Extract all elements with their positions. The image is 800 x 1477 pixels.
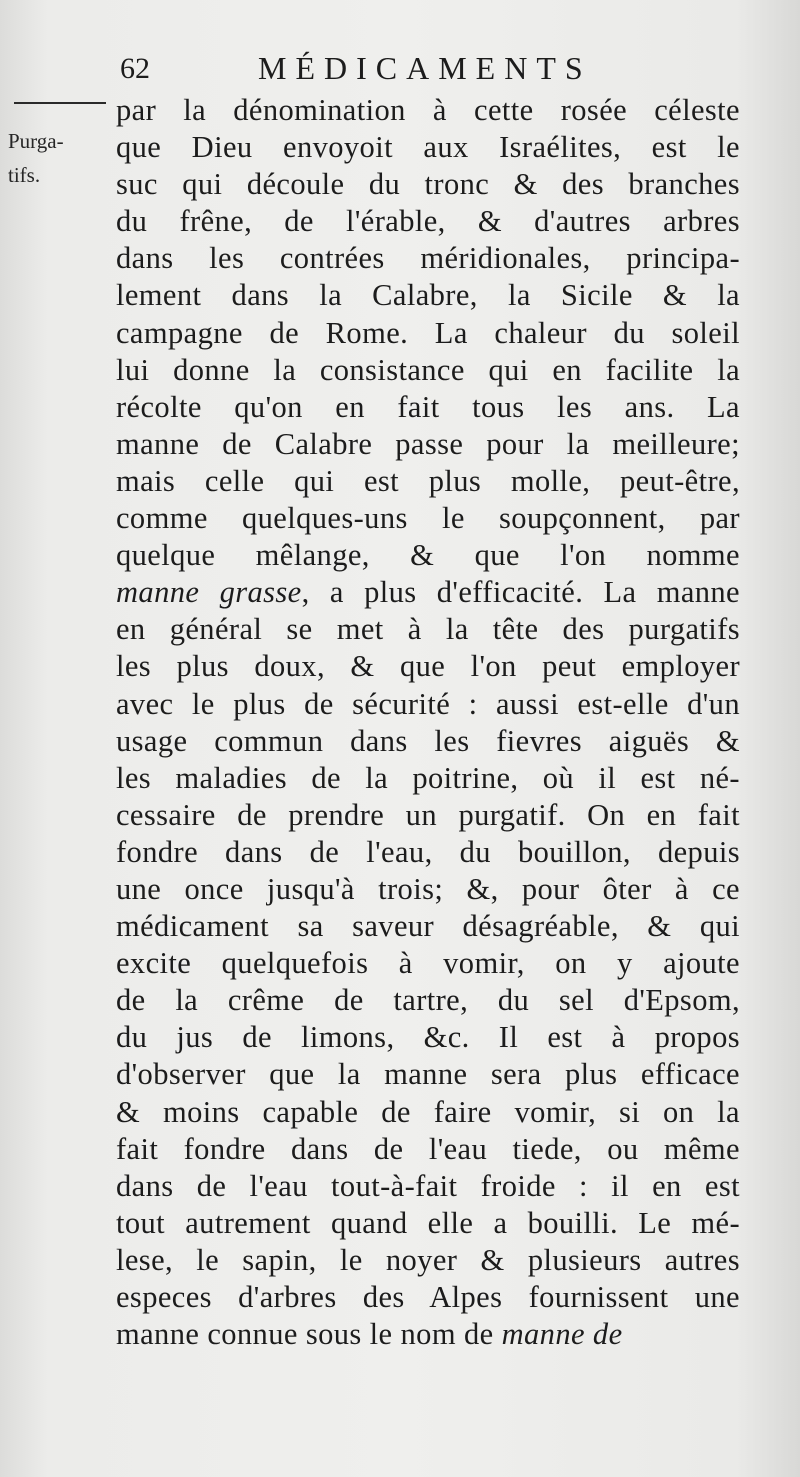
- text-line: mais celle qui est plus molle, peut-être,: [116, 463, 740, 498]
- text-line: dans de l'eau tout-à-fait froide : il en est: [116, 1168, 740, 1203]
- page-header: [110, 48, 750, 92]
- text-line: tout autrement quand elle a bouilli. Le mé-: [116, 1205, 740, 1240]
- text-line: lese, le sapin, le noyer & plusieurs autres: [116, 1242, 740, 1277]
- text-line: lui donne la consistance qui en facilite la: [116, 352, 740, 387]
- text-line: cessaire de prendre un purgatif. On en fait: [116, 797, 740, 832]
- running-title: MÉDICAMENTS: [258, 50, 592, 86]
- text-line: du jus de limons, &c. Il est à propos: [116, 1020, 740, 1055]
- text-line: les plus doux, & que l'on peut employer: [116, 649, 740, 684]
- text-line: suc qui découle du tronc & des branches: [116, 167, 740, 202]
- text-line: de la crême de tartre, du sel d'Epsom,: [116, 983, 740, 1018]
- text-line: en général se met à la tête des purgatifs: [116, 612, 740, 647]
- body-text: [116, 92, 740, 1353]
- margin-rule: [14, 102, 106, 104]
- page-number: 62: [120, 52, 150, 85]
- text-line: manne de Calabre passe pour la meilleure;: [116, 426, 740, 461]
- text-line: récolte qu'on en fait tous les ans. La: [116, 389, 740, 424]
- text-line: lement dans la Calabre, la Sicile & la: [116, 278, 740, 313]
- text-line: médicament sa saveur désagréable, & qui: [116, 909, 740, 944]
- text-line: avec le plus de sécurité : aussi est-elle d'un: [116, 686, 740, 721]
- text-line: fait fondre dans de l'eau tiede, ou même: [116, 1131, 740, 1166]
- text-line: comme quelques-uns le soupçonnent, par: [116, 501, 740, 536]
- text-line: excite quelquefois à vomir, on y ajoute: [116, 946, 740, 981]
- text-line: les maladies de la poitrine, où il est né-: [116, 760, 740, 795]
- text-line: que Dieu envoyoit aux Israélites, est le: [116, 130, 740, 165]
- text-line: manne grasse, a plus d'efficacité. La manne: [116, 575, 740, 610]
- text-line: usage commun dans les fievres aiguës &: [116, 723, 740, 758]
- text-line: quelque mêlange, & que l'on nomme: [116, 538, 740, 573]
- text-line: especes d'arbres des Alpes fournissent une: [116, 1280, 740, 1314]
- text-line: & moins capable de faire vomir, si on la: [116, 1094, 740, 1129]
- margin-note-line: tifs.: [8, 163, 41, 187]
- text-line: d'observer que la manne sera plus efficace: [116, 1057, 740, 1092]
- text-line: campagne de Rome. La chaleur du soleil: [116, 315, 740, 350]
- text-line: du frêne, de l'érable, & d'autres arbres: [116, 204, 740, 239]
- margin-note-line: Purga-: [8, 129, 64, 153]
- text-line: manne connue sous le nom de manne de: [116, 1317, 623, 1352]
- text-line: une once jusqu'à trois; &, pour ôter à ce: [116, 871, 740, 906]
- text-line: dans les contrées méridionales, principa-: [116, 241, 740, 276]
- text-line: fondre dans de l'eau, du bouillon, depuis: [116, 834, 740, 869]
- text-line: par la dénomination à cette rosée céleste: [116, 93, 740, 127]
- margin-note: [8, 124, 108, 192]
